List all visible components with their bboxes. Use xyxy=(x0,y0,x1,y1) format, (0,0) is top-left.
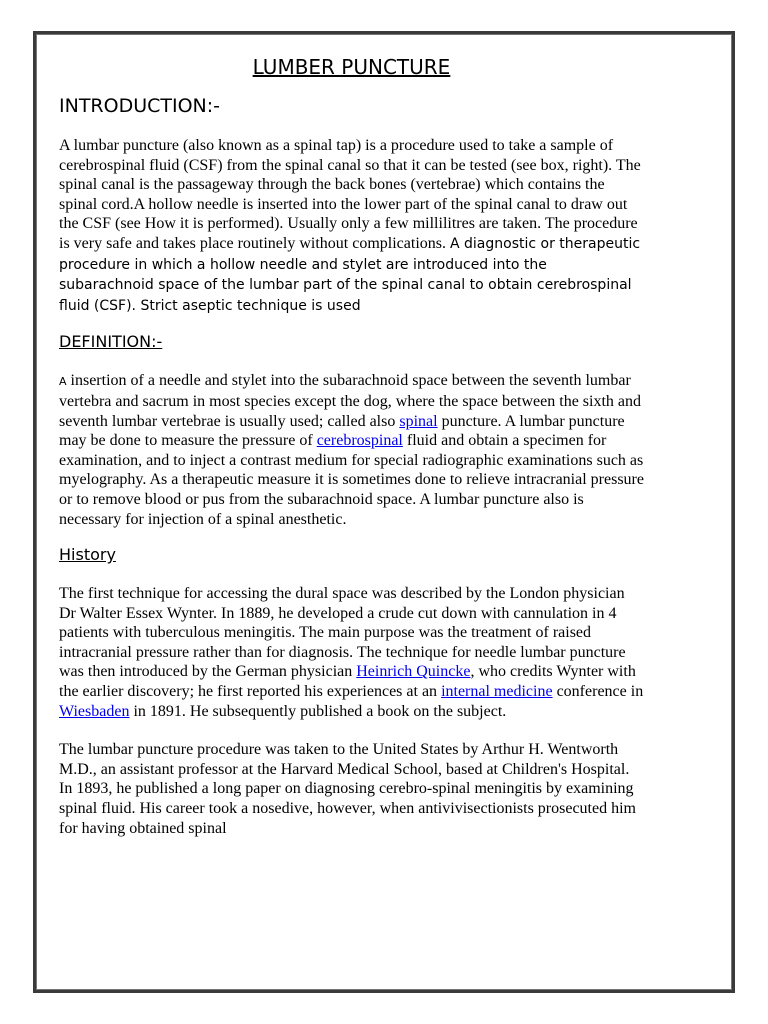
introduction-paragraph xyxy=(59,136,644,316)
history-p1-text-3: conference in xyxy=(552,683,644,701)
history-paragraph-1 xyxy=(59,584,644,721)
definition-initial: A xyxy=(59,375,67,389)
history-p1-text-2: , who credits Wynter with the earlier discovery; he first reported his experiences at an xyxy=(59,663,636,701)
cerebrospinal-link[interactable]: cerebrospinal xyxy=(316,432,403,450)
definition-heading: DEFINITION:- xyxy=(59,332,163,352)
definition-text-1: insertion of a needle and stylet into the subarachnoid space between the seventh lumbar vertebra and sacrum in most species except the dog, where the space between the sixth and seventh lumbar vertebrae is usually used; called also xyxy=(59,372,642,430)
page-title: LUMBER PUNCTURE xyxy=(252,55,451,79)
spinal-link[interactable]: spinal xyxy=(399,412,438,430)
introduction-text-serif: A lumbar puncture (also known as a spinal tap) is a procedure used to take a sample of cerebrospinal fluid (CSF) from the spinal canal so that it can be tested (see box, right). The spinal canal is the passageway through the back bones (vertebrae) which contains the spinal cord.A hollow needle is inserted into the lower part of the spinal canal to draw out the CSF (see How it is performed). Usually only a few millilitres are taken. The procedure is very safe and takes place routinely without complications. xyxy=(59,137,641,252)
history-paragraph-2: The lumbar puncture procedure was taken to the United States by Arthur H. Wentworth M.D., an assistant professor at the Harvard Medical School, based at Children's Hospital. In 1893, he published a long paper on diagnosing cerebro-spinal meningitis by examining spinal fluid. His career took a nosedive, however, when antivivisectionists prosecuted him for having obtained spinal xyxy=(59,741,636,837)
introduction-text-sans: A diagnostic or therapeutic procedure in which a hollow needle and stylet are introduced into the subarachnoid space of the lumbar part of the spinal canal to obtain cerebrospinal fluid (CSF). Strict aseptic technique is used xyxy=(59,235,641,314)
history-heading: History xyxy=(59,545,116,565)
definition-paragraph xyxy=(59,371,644,529)
internal-medicine-link[interactable]: internal medicine xyxy=(441,683,553,701)
history-p1-text-1: The first technique for accessing the dural space was described by the London physician Dr Walter Essex Wynter. In 1889, he developed a crude cut down with cannulation in 4 patients with tuberculous meningitis. The main purpose was the treatment of raised intracranial pressure rather than for diagnosis. The technique for needle lumbar puncture was then introduced by the German physician xyxy=(59,585,626,681)
definition-text-2: puncture. A lumbar puncture may be done to measure the pressure of xyxy=(59,412,625,450)
document-body xyxy=(59,54,644,838)
wiesbaden-link[interactable]: Wiesbaden xyxy=(59,702,130,720)
definition-text-3: fluid and obtain a specimen for examination, and to inject a contrast medium for special radiographic examinations such as myelography. As a therapeutic measure it is sometimes done to relieve intracranial pressure or to remove blood or pus from the subarachnoid space. A lumbar puncture also is necessary for injection of a spinal anesthetic. xyxy=(59,432,644,528)
heinrich-quincke-link[interactable]: Heinrich Quincke xyxy=(356,663,471,681)
introduction-heading: INTRODUCTION:- xyxy=(59,95,221,117)
history-p1-text-4: in 1891. He subsequently published a book on the subject. xyxy=(129,702,507,720)
